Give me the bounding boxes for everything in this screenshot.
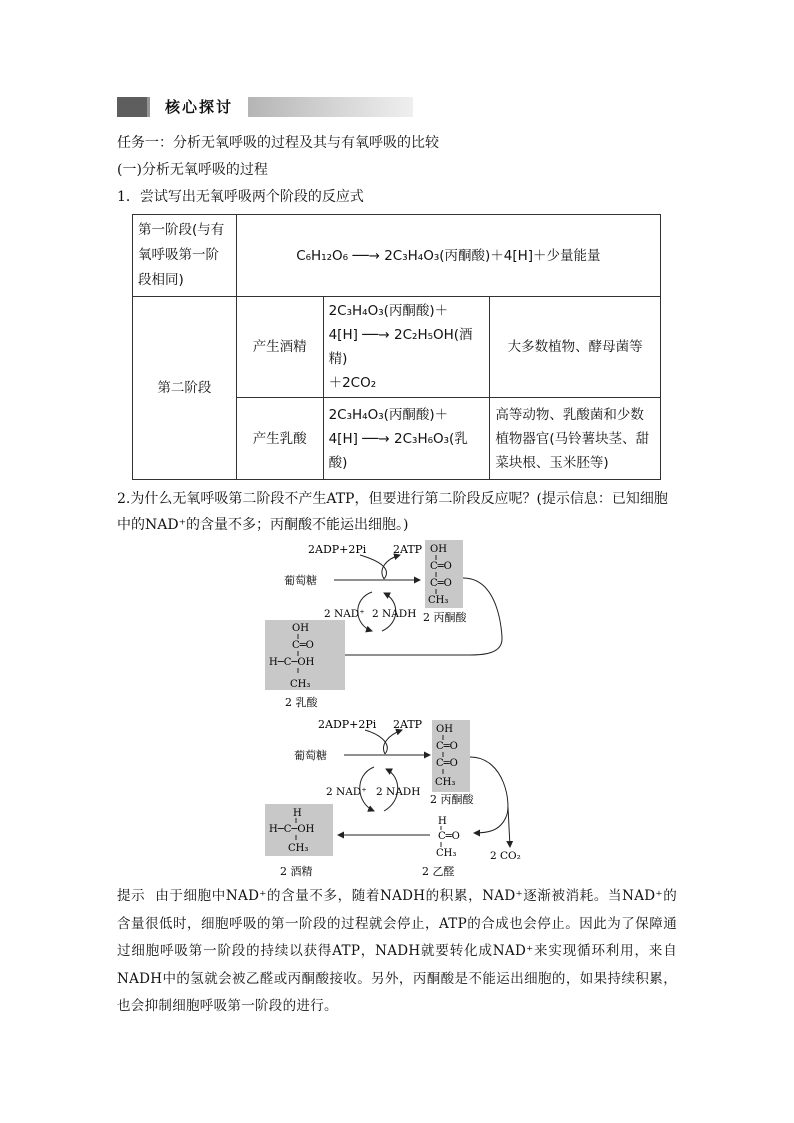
svg-text:C═O: C═O: [430, 578, 452, 589]
nad-label: 2 NAD⁺: [324, 608, 365, 620]
svg-text:OH: OH: [436, 724, 453, 735]
pyruvate-label: 2 丙酮酸: [430, 793, 474, 806]
adp-label: 2ADP+2Pi: [318, 718, 377, 731]
nadh-label: 2 NADH: [372, 608, 417, 620]
reaction-table: [132, 214, 661, 480]
acetaldehyde-structure: [436, 816, 460, 859]
alcohol-line2: 4[H] ──→ 2C₂H₅OH(酒精): [328, 327, 473, 367]
svg-text:CH₃: CH₃: [436, 848, 457, 859]
pyruvate-label: 2 丙酮酸: [423, 611, 467, 624]
glucose-label: 葡萄糖: [284, 574, 317, 587]
lactic-fermentation-diagram: [260, 535, 510, 715]
svg-text:H─C─OH: H─C─OH: [269, 657, 315, 668]
nad-label: 2 NAD⁺: [326, 786, 367, 798]
alcohol-organisms: 大多数植物、酵母菌等: [490, 297, 661, 398]
lactic-reaction: [323, 398, 490, 480]
svg-text:C═O: C═O: [438, 831, 460, 842]
lactate-label: 2 乳酸: [285, 696, 318, 709]
co2-label: 2 CO₂: [490, 850, 521, 862]
task-title: 任务一：分析无氧呼吸的过程及其与有氧呼吸的比较: [117, 135, 439, 151]
stage2-label: 第二阶段: [133, 297, 237, 480]
co2-arrow: [508, 807, 510, 847]
question-2: 2.为什么无氧呼吸第二阶段不产生ATP，但要进行第二阶段反应呢？(提示信息：已知细胞中的NAD⁺的含量不多；丙酮酸不能运出细胞。): [117, 491, 668, 533]
lactic-line1: 2C₃H₄O₃(丙酮酸)＋: [328, 406, 449, 423]
svg-text:C═O: C═O: [292, 640, 314, 651]
section-title: 核心探讨: [150, 97, 248, 117]
pyruvate-loop-arrow: [470, 757, 508, 833]
stage1-reaction: C₆H₁₂O₆ ──→ 2C₃H₄O₃(丙酮酸)＋4[H]＋少量能量: [236, 215, 660, 297]
atp-curve: [382, 555, 400, 579]
svg-text:C═O: C═O: [436, 741, 458, 752]
alcohol-line1: 2C₃H₄O₃(丙酮酸)＋: [328, 303, 449, 319]
ethanol-label: 2 酒精: [280, 865, 313, 878]
table-row: [133, 215, 661, 297]
alcohol-type: 产生酒精: [236, 297, 323, 398]
alcohol-fermentation-diagram: [260, 715, 530, 880]
svg-text:CH₃: CH₃: [428, 595, 449, 606]
stage1-label: 第一阶段(与有氧呼吸第一阶段相同): [133, 215, 237, 297]
svg-text:CH₃: CH₃: [288, 843, 309, 854]
hint-label: 提示: [117, 888, 146, 904]
atp-label: 2ATP: [393, 718, 423, 731]
atp-curve: [384, 730, 402, 754]
svg-text:OH: OH: [292, 623, 309, 634]
alcohol-reaction: [323, 297, 490, 398]
section-banner: [117, 97, 413, 117]
lactic-organisms: 高等动物、乳酸菌和少数植物器官(马铃薯块茎、甜菜块根、玉米胚等): [490, 398, 661, 480]
svg-text:C═O: C═O: [430, 561, 452, 572]
table-row: [133, 297, 661, 398]
svg-text:CH₃: CH₃: [290, 679, 311, 690]
adp-label: 2ADP+2Pi: [308, 543, 367, 556]
atp-label: 2ATP: [393, 543, 423, 556]
svg-text:CH₃: CH₃: [435, 777, 456, 788]
item1-title: 1．尝试写出无氧呼吸两个阶段的反应式: [117, 189, 364, 205]
lactic-line2: 4[H] ──→ 2C₃H₆O₃(乳酸): [328, 430, 468, 471]
svg-text:H─C─OH: H─C─OH: [269, 824, 315, 835]
lactic-type: 产生乳酸: [236, 398, 323, 480]
nadh-label: 2 NADH: [376, 786, 421, 798]
svg-text:H: H: [293, 808, 302, 819]
svg-text:H: H: [438, 816, 447, 827]
subsection-title: (一)分析无氧呼吸的过程: [117, 162, 268, 178]
svg-text:C═O: C═O: [436, 758, 458, 769]
hint-paragraph: [117, 883, 677, 1021]
banner-marker: [117, 97, 147, 117]
acetaldehyde-label: 2 乙醛: [422, 865, 455, 878]
alcohol-line3: ＋2CO₂: [328, 375, 377, 391]
glucose-label: 葡萄糖: [294, 749, 327, 762]
hint-text: 由于细胞中NAD⁺的含量不多，随着NADH的积累，NAD⁺逐渐被消耗。当NAD⁺的含量很低时，细胞呼吸的第一阶段的过程就会停止，ATP的合成也会停止。因此为了保障通过细胞呼吸第一阶段的持续以获得ATP，NADH就要转化成NAD⁺来实现循环利用，来自NADH中的氢就会被乙醛或丙酮酸接收。另外，丙酮酸是不能运出细胞的，如果持续积累，也会抑制细胞呼吸第一阶段的进行。: [117, 888, 677, 1014]
svg-text:OH: OH: [430, 544, 447, 555]
